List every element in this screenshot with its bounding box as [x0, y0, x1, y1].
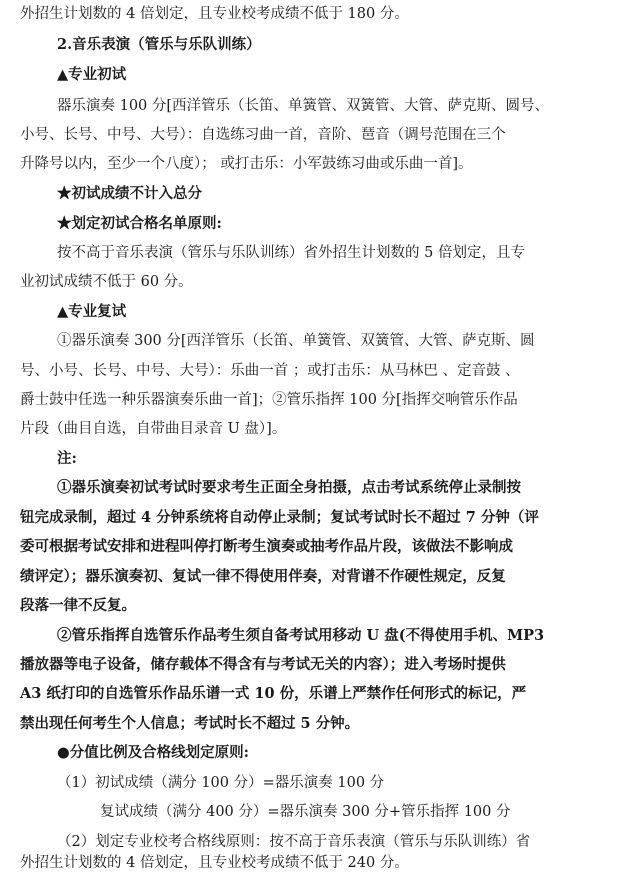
section-heading-music-performance: 2.音乐表演（管乐与乐队训练） [57, 36, 261, 53]
score-retest-formula: 复试成绩（满分 400 分）=器乐演奏 300 分+管乐指挥 100 分 [100, 804, 511, 820]
note2-line-1: ②管乐指挥自选管乐作品考生须自备考试用移动 U 盘(不得使用手机、MP3 [57, 627, 545, 644]
note1-line-1: ①器乐演奏初试考试时要求考生正面全身拍摄，点击考试系统停止录制按 [57, 479, 521, 496]
cutoff-principle-line-2: 外招生计划数的 4 倍划定，且专业校考成绩不低于 240 分。 [20, 855, 409, 871]
subheading-retest: ▲专业复试 [57, 303, 127, 320]
heading-score-ratio: ●分值比例及合格线划定原则: [57, 744, 250, 761]
notes-heading: 注: [57, 450, 77, 467]
note2-line-2: 播放器等电子设备，储存载体不得含有与考试无关的内容）；进入考场时提供 [20, 656, 506, 673]
note2-line-3: A3 纸打印的自选管乐作品乐谱一式 10 份，乐谱上严禁作任何形式的标记，严 [20, 685, 527, 702]
note2-line-4: 禁出现任何考生个人信息；考试时长不超过 5 分钟。 [20, 715, 360, 732]
prelim-line-3: 升降号以内，至少一个八度）； 或打击乐：小军鼓练习曲或乐曲一首]。 [20, 156, 473, 172]
pass-principle-line-2: 业初试成绩不低于 60 分。 [20, 274, 193, 290]
retest-line-4: 片段（曲目自选，自带曲目录音 U 盘）]。 [20, 421, 287, 437]
note1-line-4: 绩评定）；器乐演奏初、复试一律不得使用伴奏，对背谱不作硬性规定，反复 [20, 568, 506, 585]
score-prelim-formula: （1）初试成绩（满分 100 分）=器乐演奏 100 分 [57, 775, 385, 791]
note1-line-2: 钮完成录制，超过 4 分钟系统将自动停止录制；复试考试时长不超过 7 分钟（评 [20, 509, 539, 526]
prelim-line-2: 小号、长号、中号、大号）：自选练习曲一首，音阶、琶音（调号范围在三个 [20, 127, 506, 143]
heading-prelim-pass-principle: ★划定初试合格名单原则: [57, 215, 222, 232]
pass-principle-line-1: 按不高于音乐表演（管乐与乐队训练）省外招生计划数的 5 倍划定，且专 [57, 245, 525, 261]
retest-line-3: 爵士鼓中任选一种乐器演奏乐曲一首]；②管乐指挥 100 分[指挥交响管乐作品 [20, 392, 518, 408]
prelim-line-1: 器乐演奏 100 分[西洋管乐（长笛、单簧管、双簧管、大管、萨克斯、圆号、 [57, 98, 550, 114]
retest-line-1: ①器乐演奏 300 分[西洋管乐（长笛、单簧管、双簧管、大管、萨克斯、圆 [57, 333, 535, 349]
retest-line-2: 号、小号、长号、中号、大号）：乐曲一首 ；或打击乐：从马林巴 、定音鼓 、 [20, 363, 520, 379]
subheading-preliminary: ▲专业初试 [57, 66, 127, 83]
cutoff-principle-line-1: （2）划定专业校考合格线原则：按不高于音乐表演（管乐与乐队训练）省 [57, 834, 531, 850]
text-line-continuation: 外招生计划数的 4 倍划定，且专业校考成绩不低于 180 分。 [20, 6, 409, 22]
note1-line-3: 委可根据考试安排和进程叫停打断考生演奏或抽考作品片段，该做法不影响成 [20, 538, 513, 555]
note-prelim-not-counted: ★初试成绩不计入总分 [57, 185, 202, 202]
note1-line-5: 段落一律不反复。 [20, 597, 136, 614]
